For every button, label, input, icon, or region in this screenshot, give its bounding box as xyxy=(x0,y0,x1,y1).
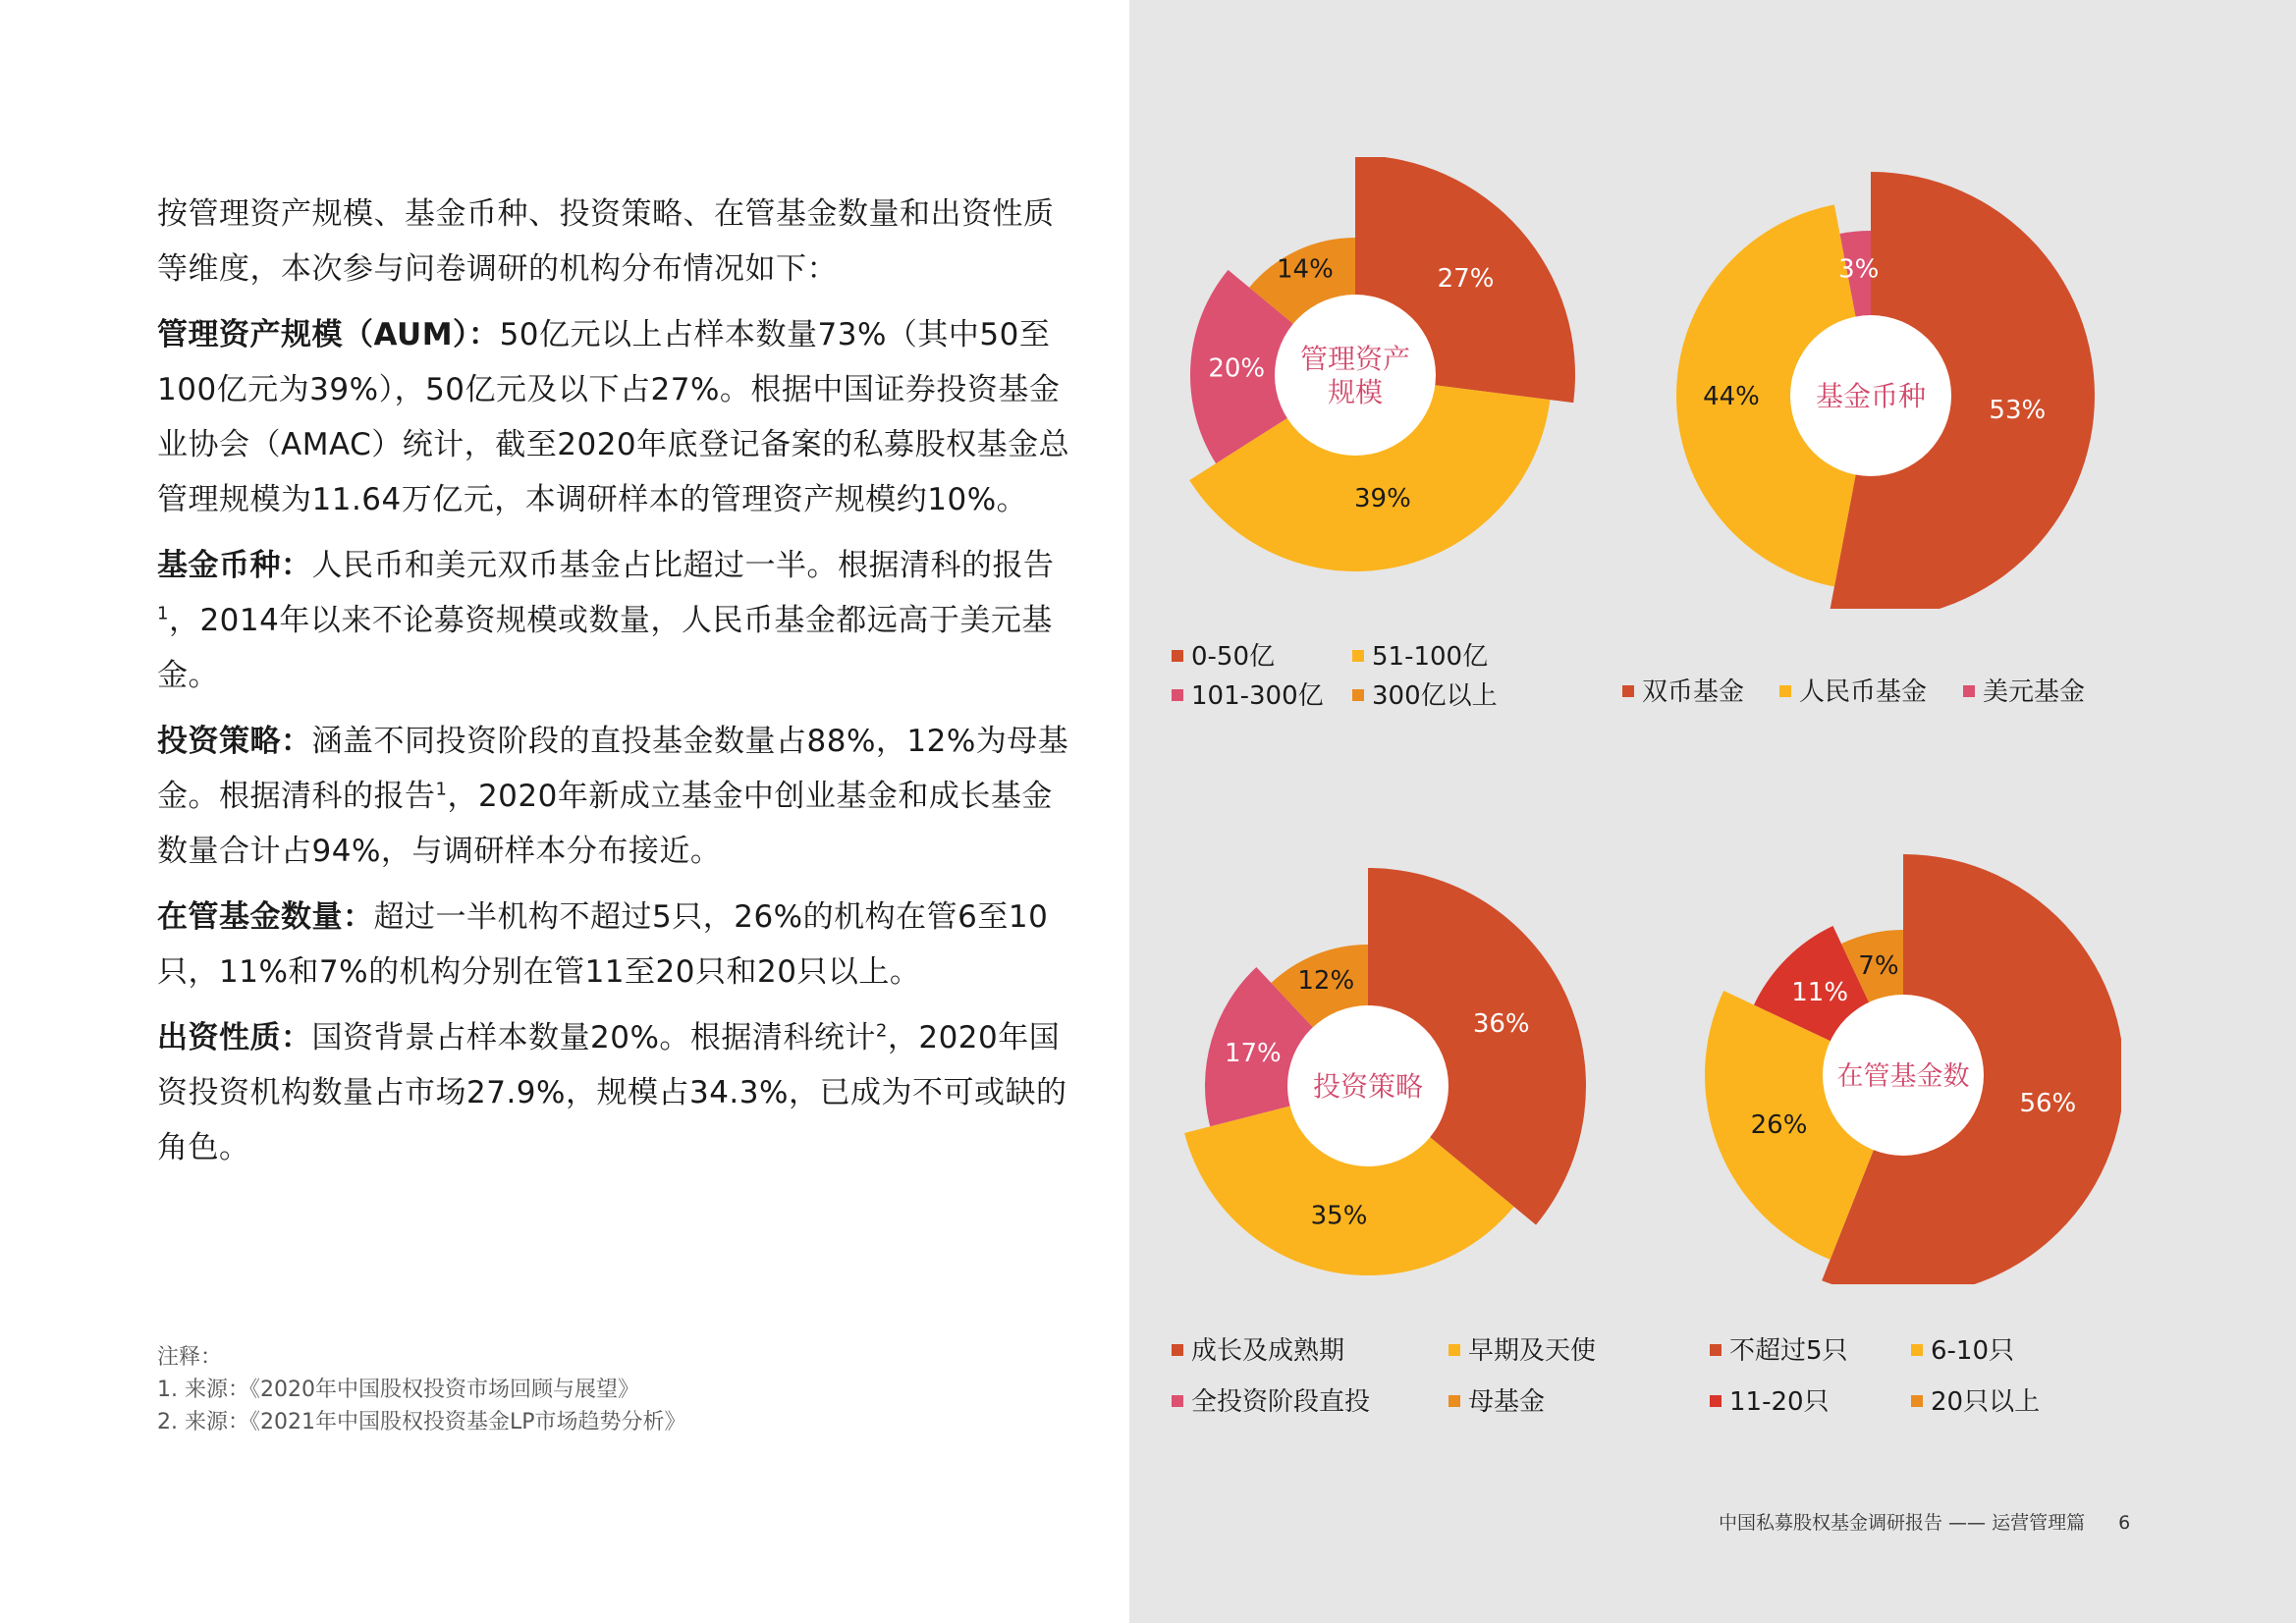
donut-center-label: 管理资产 xyxy=(1299,343,1411,375)
legend-item: 早期及天使 xyxy=(1449,1330,1596,1367)
donut-chart-aum xyxy=(1159,157,1611,609)
slice-data-label: 27% xyxy=(1437,263,1495,294)
legend-swatch xyxy=(1622,685,1634,697)
legend-item: 母基金 xyxy=(1449,1381,1545,1418)
legend-item: 20只以上 xyxy=(1911,1381,2040,1418)
legend-swatch xyxy=(1710,1344,1722,1356)
paragraph-head: 出资性质： xyxy=(157,1020,312,1055)
legend-swatch xyxy=(1911,1395,1923,1407)
note-item: 1. 来源：《2020年中国股权投资市场回顾与展望》 xyxy=(157,1378,639,1402)
paragraph-head: 投资策略： xyxy=(157,724,312,759)
donut-center-label: 在管基金数 xyxy=(1836,1061,1970,1092)
paragraph-fund-count: 在管基金数量：超过一半机构不超过5只，26%的机构在管6至10只，11%和7%的机构分别在管11至20只和20只以上。 xyxy=(157,899,1049,990)
slice-data-label: 56% xyxy=(2019,1089,2077,1119)
legend-swatch xyxy=(1172,650,1183,662)
paragraph-capital: 出资性质：国资背景占样本数量20%。根据清科统计$^2$，2020年国资投资机构数量占市场27.9%，规模占34.3%，已成为不可或缺的角色。 xyxy=(157,1020,1067,1165)
slice-data-label: 17% xyxy=(1224,1038,1282,1068)
donut-hole xyxy=(1275,295,1436,456)
slice-data-label: 14% xyxy=(1277,254,1334,285)
legend-swatch xyxy=(1172,689,1183,701)
legend-swatch xyxy=(1710,1395,1722,1407)
legend-swatch xyxy=(1779,685,1791,697)
footnote-ref: 2 xyxy=(875,1020,888,1042)
slice-data-label: 7% xyxy=(1858,950,1899,981)
footnote-ref: 1 xyxy=(435,779,448,800)
paragraph-head: 管理资产规模（AUM）： xyxy=(157,317,500,352)
footnote-ref: 1 xyxy=(157,603,169,624)
intro-paragraph: 按管理资产规模、基金币种、投资策略、在管基金数量和出资性质等维度，本次参与问卷调研的机构分布情况如下： xyxy=(157,196,1055,287)
legend-swatch xyxy=(1352,650,1364,662)
slice-data-label: 26% xyxy=(1750,1110,1808,1141)
legend-item: 美元基金 xyxy=(1963,672,2085,708)
legend-item: 全投资阶段直投 xyxy=(1172,1381,1370,1418)
legend-item: 11-20只 xyxy=(1710,1381,1830,1418)
legend-swatch xyxy=(1352,689,1364,701)
legend-item: 51-100亿 xyxy=(1352,636,1488,673)
paragraph-currency: 基金币种：人民币和美元双币基金占比超过一半。根据清科的报告$^1$，2014年以来不论募资规模或数量，人民币基金都远高于美元基金。 xyxy=(157,548,1055,693)
slice-data-label: 53% xyxy=(1989,396,2047,426)
note-item: 2. 来源：《2021年中国股权投资基金LP市场趋势分析》 xyxy=(157,1410,686,1434)
slice-data-label: 12% xyxy=(1297,966,1355,997)
legend-item: 300亿以上 xyxy=(1352,676,1498,712)
paragraph-head: 基金币种： xyxy=(157,548,312,583)
slice-data-label: 3% xyxy=(1838,254,1880,285)
donut-chart-currency xyxy=(1650,157,2102,609)
legend-item: 人民币基金 xyxy=(1779,672,1927,708)
legend-swatch xyxy=(1449,1395,1460,1407)
slice-data-label: 20% xyxy=(1208,353,1266,384)
paragraph-head: 在管基金数量： xyxy=(157,899,374,935)
legend-item: 0-50亿 xyxy=(1172,636,1275,673)
slice-data-label: 39% xyxy=(1354,483,1411,514)
legend-item: 101-300亿 xyxy=(1172,676,1324,712)
legend-swatch xyxy=(1172,1395,1183,1407)
donut-center-label: 投资策略 xyxy=(1312,1070,1424,1103)
body-text xyxy=(157,187,1075,1186)
slice-data-label: 44% xyxy=(1703,382,1760,411)
notes-title: 注释： xyxy=(157,1345,223,1370)
legend-item: 成长及成熟期 xyxy=(1172,1330,1344,1367)
donut-center-label: 基金币种 xyxy=(1815,380,1927,412)
donut-chart-fund-count xyxy=(1669,833,2121,1284)
paragraph-aum: 管理资产规模（AUM）：50亿元以上占样本数量73%（其中50至100亿元为39%），50亿元及以下占27%。根据中国证券投资基金业协会（AMAC）统计，截至2020年底登记备案的私募股权基金总管理规模为11.64万亿元，本调研样本的管理资产规模约10%。 xyxy=(157,317,1070,517)
slice-data-label: 11% xyxy=(1791,978,1849,1008)
legend-swatch xyxy=(1911,1344,1923,1356)
notes xyxy=(157,1341,686,1438)
legend-item: 不超过5只 xyxy=(1710,1330,1848,1367)
footer-report-title: 中国私募股权基金调研报告 —— 运营管理篇 xyxy=(1719,1512,2086,1534)
donut-chart-strategy xyxy=(1159,846,1611,1298)
page-number: 6 xyxy=(2118,1512,2131,1534)
legend-swatch xyxy=(1449,1344,1460,1356)
slice-data-label: 36% xyxy=(1472,1009,1530,1040)
donut-center-label: 规模 xyxy=(1327,376,1384,408)
legend-item: 双币基金 xyxy=(1622,672,1744,708)
paragraph-strategy: 投资策略：涵盖不同投资阶段的直投基金数量占88%，12%为母基金。根据清科的报告$^1$，2020年新成立基金中创业基金和成长基金数量合计占94%，与调研样本分布接近。 xyxy=(157,724,1069,869)
legend-item: 6-10只 xyxy=(1911,1330,2014,1367)
slice-data-label: 35% xyxy=(1310,1201,1368,1231)
legend-swatch xyxy=(1172,1344,1183,1356)
legend-swatch xyxy=(1963,685,1975,697)
page-footer xyxy=(1719,1508,2130,1535)
